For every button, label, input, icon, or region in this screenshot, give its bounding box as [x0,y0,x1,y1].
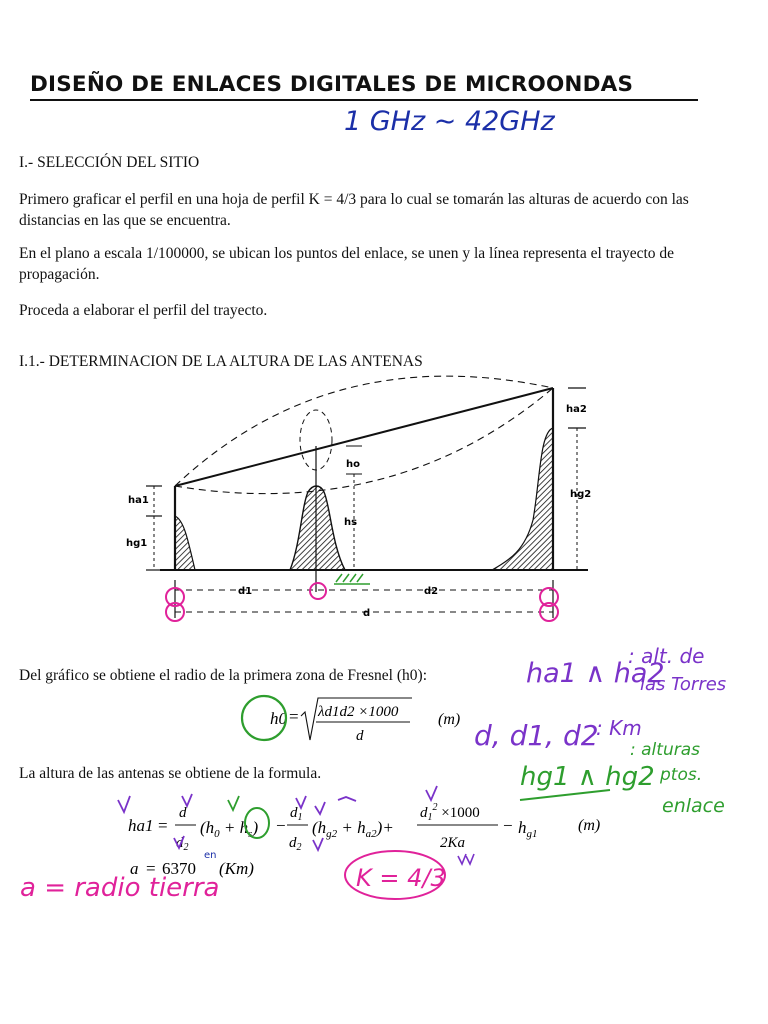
minus-2: − [503,816,513,835]
note-towers-vars: ha1 ∧ ha2 [526,658,665,689]
frac1-den: $d_2$ [176,835,189,853]
check-mark-d [182,794,192,806]
check-mark-d2 [174,836,184,848]
check-mark-green-1 [228,796,239,810]
note-k-value: K = 4/3 [356,864,446,892]
fresnel-numerator: λd1d2 ×1000 [318,704,399,720]
check-mark-ha2 [338,797,356,801]
green-hatch-mark [334,574,370,584]
antenna-equals: = [158,816,168,835]
check-mark-k [458,854,474,864]
frac3-num: $d_1^2 \times 1000$ [420,802,480,823]
note-towers-desc-1: : alt. de [628,644,705,668]
check-mark-d1sq [426,786,437,800]
note-towers-desc-2: las Torres [640,674,727,695]
antenna-intro-text: La altura de las antenas se obtiene de la formula. [19,765,322,782]
subsection-heading: I.1.- DETERMINACION DE LA ALTURA DE LAS ANTENAS [19,353,423,370]
green-circle-hs [245,808,269,838]
label-ha1: ha1 [128,495,149,506]
minus-1: − [276,816,286,835]
note-ground-desc-2: ptos. [660,765,703,785]
paragraph-profile: Primero graficar el perfil en una hoja de perfil K = 4/3 para lo cual se tomarán las alturas de acuerdo con las distancias en las que se encuentra. [19,191,689,229]
label-d2: d2 [424,586,439,597]
note-ground-vars: hg1 ∧ hg2 [520,762,655,792]
term-hg1: $h_{g1}$ [518,818,538,840]
label-d: d [363,608,371,619]
fresnel-unit: (m) [438,711,461,728]
document-title: DISEÑO DE ENLACES DIGITALES DE MICROONDAS [30,72,634,97]
section-heading: I.- SELECCIÓN DEL SITIO [19,154,200,171]
note-ground-desc-1: : alturas [630,740,700,760]
note-dist-vars: d, d1, d2 [474,719,599,752]
green-circle-h0 [242,696,286,740]
label-hs: hs [344,517,358,528]
earth-radius-equals: = [146,859,156,878]
frac1-num: d [179,805,187,821]
handwritten-en: en [204,850,217,861]
earth-radius-unit: (Km) [219,859,254,878]
paragraph-plan-scale: En el plano a escala 1/100000, se ubican los puntos del enlace, se unen y la línea representa el trayecto de propagación. [19,245,675,283]
label-ho: ho [346,459,360,470]
label-ha2: ha2 [566,404,587,415]
frac2-den: $d_2$ [289,835,302,853]
antenna-lhs: ha1 [128,816,154,835]
fresnel-equals: = [289,707,299,726]
earth-radius-lhs: a [130,859,139,878]
term-h0-hs: $(h_0 + h_s)$ [200,818,259,840]
antenna-unit: (m) [578,817,601,834]
paragraph-elaborate: Proceda a elaborar el perfil del trayecto. [19,302,268,319]
handwritten-frequency-range: 1 GHz ∼ 42GHz [344,106,555,137]
note-earth-radius: a = radio tierra [20,873,220,903]
check-mark-ha1 [118,796,130,812]
fresnel-denominator: d [356,728,364,744]
term-hg2-ha2: $(h_{g2} + h_{a2})+$ [312,818,394,840]
check-mark-d2b [313,838,323,850]
fresnel-intro-text: Del gráfico se obtiene el radio de la primera zona de Fresnel (h0): [19,667,427,684]
magenta-circle-obstacle [310,583,326,599]
label-hg1: hg1 [126,538,148,549]
label-d1: d1 [238,586,253,597]
check-mark-d1 [296,796,306,808]
check-mark-hg2 [315,802,325,814]
frac2-num: $d_1$ [290,805,303,823]
note-ground-desc-3: enlace [662,795,725,817]
note-dist-desc: : Km [596,716,642,740]
frac3-den: 2Ka [440,835,466,851]
label-hg2: hg2 [570,489,592,500]
earth-radius-value: 6370 [162,859,196,878]
fresnel-lhs: h0 [270,709,287,728]
